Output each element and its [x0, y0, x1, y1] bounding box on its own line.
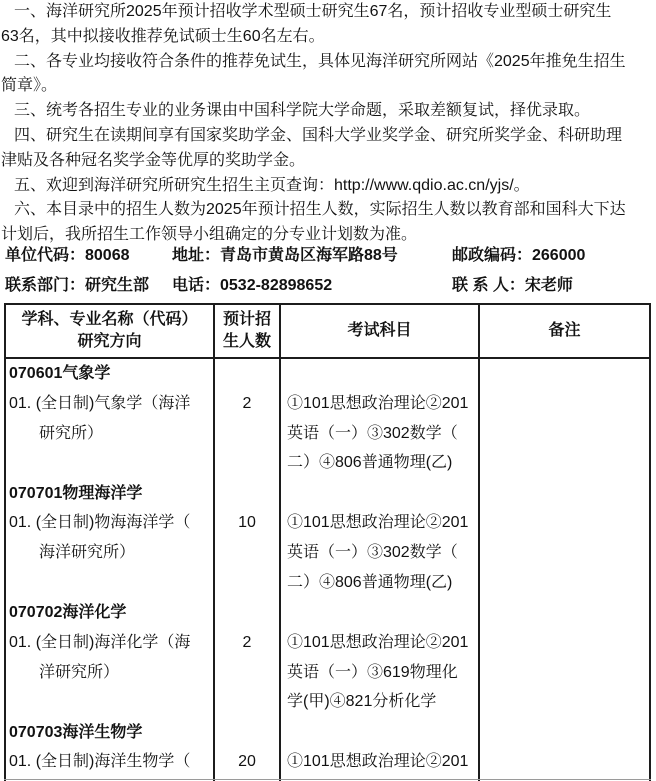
document-note-line: 简章》。: [1, 77, 58, 95]
contact-department: 联系部门：研究生部: [5, 277, 150, 294]
contact-row: [0, 241, 656, 271]
major-item-line: 海洋研究所）: [39, 544, 136, 562]
contact-person: 联 系 人：宋老师: [452, 277, 573, 294]
remark-cell: [480, 598, 649, 718]
unit-code: 单位代码：80068: [5, 247, 130, 264]
enrollment-count: 10: [238, 514, 256, 532]
remark-cell: [480, 359, 649, 479]
major-item-line: 洋研究所）: [39, 663, 120, 681]
table-section: [215, 479, 279, 599]
table-section: [215, 718, 279, 778]
table-section: [9, 598, 213, 718]
postal-code: 邮政编码：266000: [452, 247, 586, 264]
spacer-line: [287, 359, 478, 389]
exam-subjects-line: 二）④806普通物理(乙): [287, 454, 453, 472]
exam-subjects-line: ①101思想政治理论②201: [287, 394, 469, 412]
major-item-line: 研究所）: [39, 424, 104, 442]
spacer-line: [215, 479, 279, 509]
major-item-line: 01. (全日制)海洋化学（海: [9, 633, 191, 651]
document-note-line: 四、研究生在读期间享有国家奖助学金、国科大学业奖学金、研究所奖学金、科研助理: [14, 126, 623, 144]
document-note-line: 63名，其中拟接收推荐免试硕士生60名左右。: [1, 27, 325, 45]
exam-subjects-line: 英语（一）③302数学（: [287, 544, 458, 562]
exam-subjects-line: 英语（一）③302数学（: [287, 424, 458, 442]
exam-subjects-line: ①101思想政治理论②201: [287, 633, 469, 651]
table-body: [6, 359, 649, 781]
admissions-table: [4, 303, 651, 781]
table-section: [9, 359, 213, 479]
spacer-line: [215, 718, 279, 748]
notes-section: [0, 0, 656, 248]
exam-subjects-column: [279, 359, 478, 781]
major-item-line: 01. (全日制)海洋生物学（: [9, 753, 191, 771]
spacer-line: [215, 359, 279, 389]
exam-subjects-line: ①101思想政治理论②201: [287, 753, 469, 771]
exam-subjects-line: 英语（一）③619物理化: [287, 663, 458, 681]
major-column: [6, 359, 213, 781]
table-section: [287, 359, 478, 479]
major-item-line: 01. (全日制)气象学（海洋: [9, 394, 191, 412]
document-note-line: 六、本目录中的招生人数为2025年预计招生人数，实际招生人数以教育部和国科大下达: [14, 201, 626, 219]
major-code: 070702海洋化学: [9, 604, 127, 621]
enrollment-count: 2: [242, 394, 252, 412]
table-section: [287, 598, 478, 718]
header-enrollment-line1: 预计招: [222, 311, 271, 328]
major-code: 070701物理海洋学: [9, 484, 143, 502]
document-note-line: 三、统考各招生专业的业务课由中国科学院大学命题，采取差额复试，择优录取。: [14, 102, 591, 120]
spacer-line: [287, 718, 478, 748]
enrollment-column: [213, 359, 279, 781]
table-section: [215, 598, 279, 718]
remark-cell: [480, 479, 649, 599]
contact-row: [0, 271, 656, 301]
contact-info-block: [0, 241, 656, 301]
major-code: 070703海洋生物学: [9, 723, 143, 741]
document-note-line: 一、海洋研究所2025年预计招收学术型硕士研究生67名，预计招收专业型硕士研究生: [14, 3, 612, 20]
table-section: [9, 479, 213, 599]
header-major-line1: 学科、专业名称（代码）: [21, 311, 198, 328]
header-exam-subjects-column: 考试科目: [279, 305, 478, 357]
header-major-column: [6, 305, 213, 357]
table-section: [9, 718, 213, 778]
header-remarks-column: 备注: [478, 305, 649, 357]
enrollment-count: 2: [242, 633, 252, 651]
header-major-line2: 研究方向: [77, 333, 142, 350]
exam-subjects-line: 学(甲)④821分析化学: [287, 693, 437, 711]
table-header-row: [6, 305, 649, 359]
bottom-cutoff-gridline: [4, 779, 651, 780]
spacer-line: [287, 479, 478, 509]
exam-subjects-line: ①101思想政治理论②201: [287, 514, 469, 532]
address: 地址：青岛市黄岛区海军路88号: [172, 247, 398, 264]
header-enrollment-line2: 生人数: [222, 333, 271, 350]
major-item-line: 01. (全日制)物海海洋学（: [9, 514, 191, 532]
spacer-line: [287, 598, 478, 628]
document-note-line: 计划后，我所招生工作领导小组确定的分专业计划数为准。: [1, 226, 418, 244]
phone: 电话：0532-82898652: [172, 277, 333, 294]
major-code: 070601气象学: [9, 365, 111, 382]
table-section: [215, 359, 279, 479]
exam-subjects-line: 二）④806普通物理(乙): [287, 573, 453, 591]
table-section: [287, 479, 478, 599]
enrollment-count: 20: [238, 753, 256, 771]
spacer-line: [215, 598, 279, 628]
document-note-line: 二、各专业均接收符合条件的推荐免试生，具体见海洋研究所网站《2025年推免生招生: [14, 52, 626, 70]
table-section: [287, 718, 478, 778]
remarks-column: [478, 359, 649, 781]
header-enrollment-column: [213, 305, 279, 357]
document-note-line: 津贴及各种冠名奖学金等优厚的奖助学金。: [1, 151, 306, 169]
document-note-line: 五、欢迎到海洋研究所研究生招生主页查询：http://www.qdio.ac.cn/yjs/。: [14, 176, 530, 194]
